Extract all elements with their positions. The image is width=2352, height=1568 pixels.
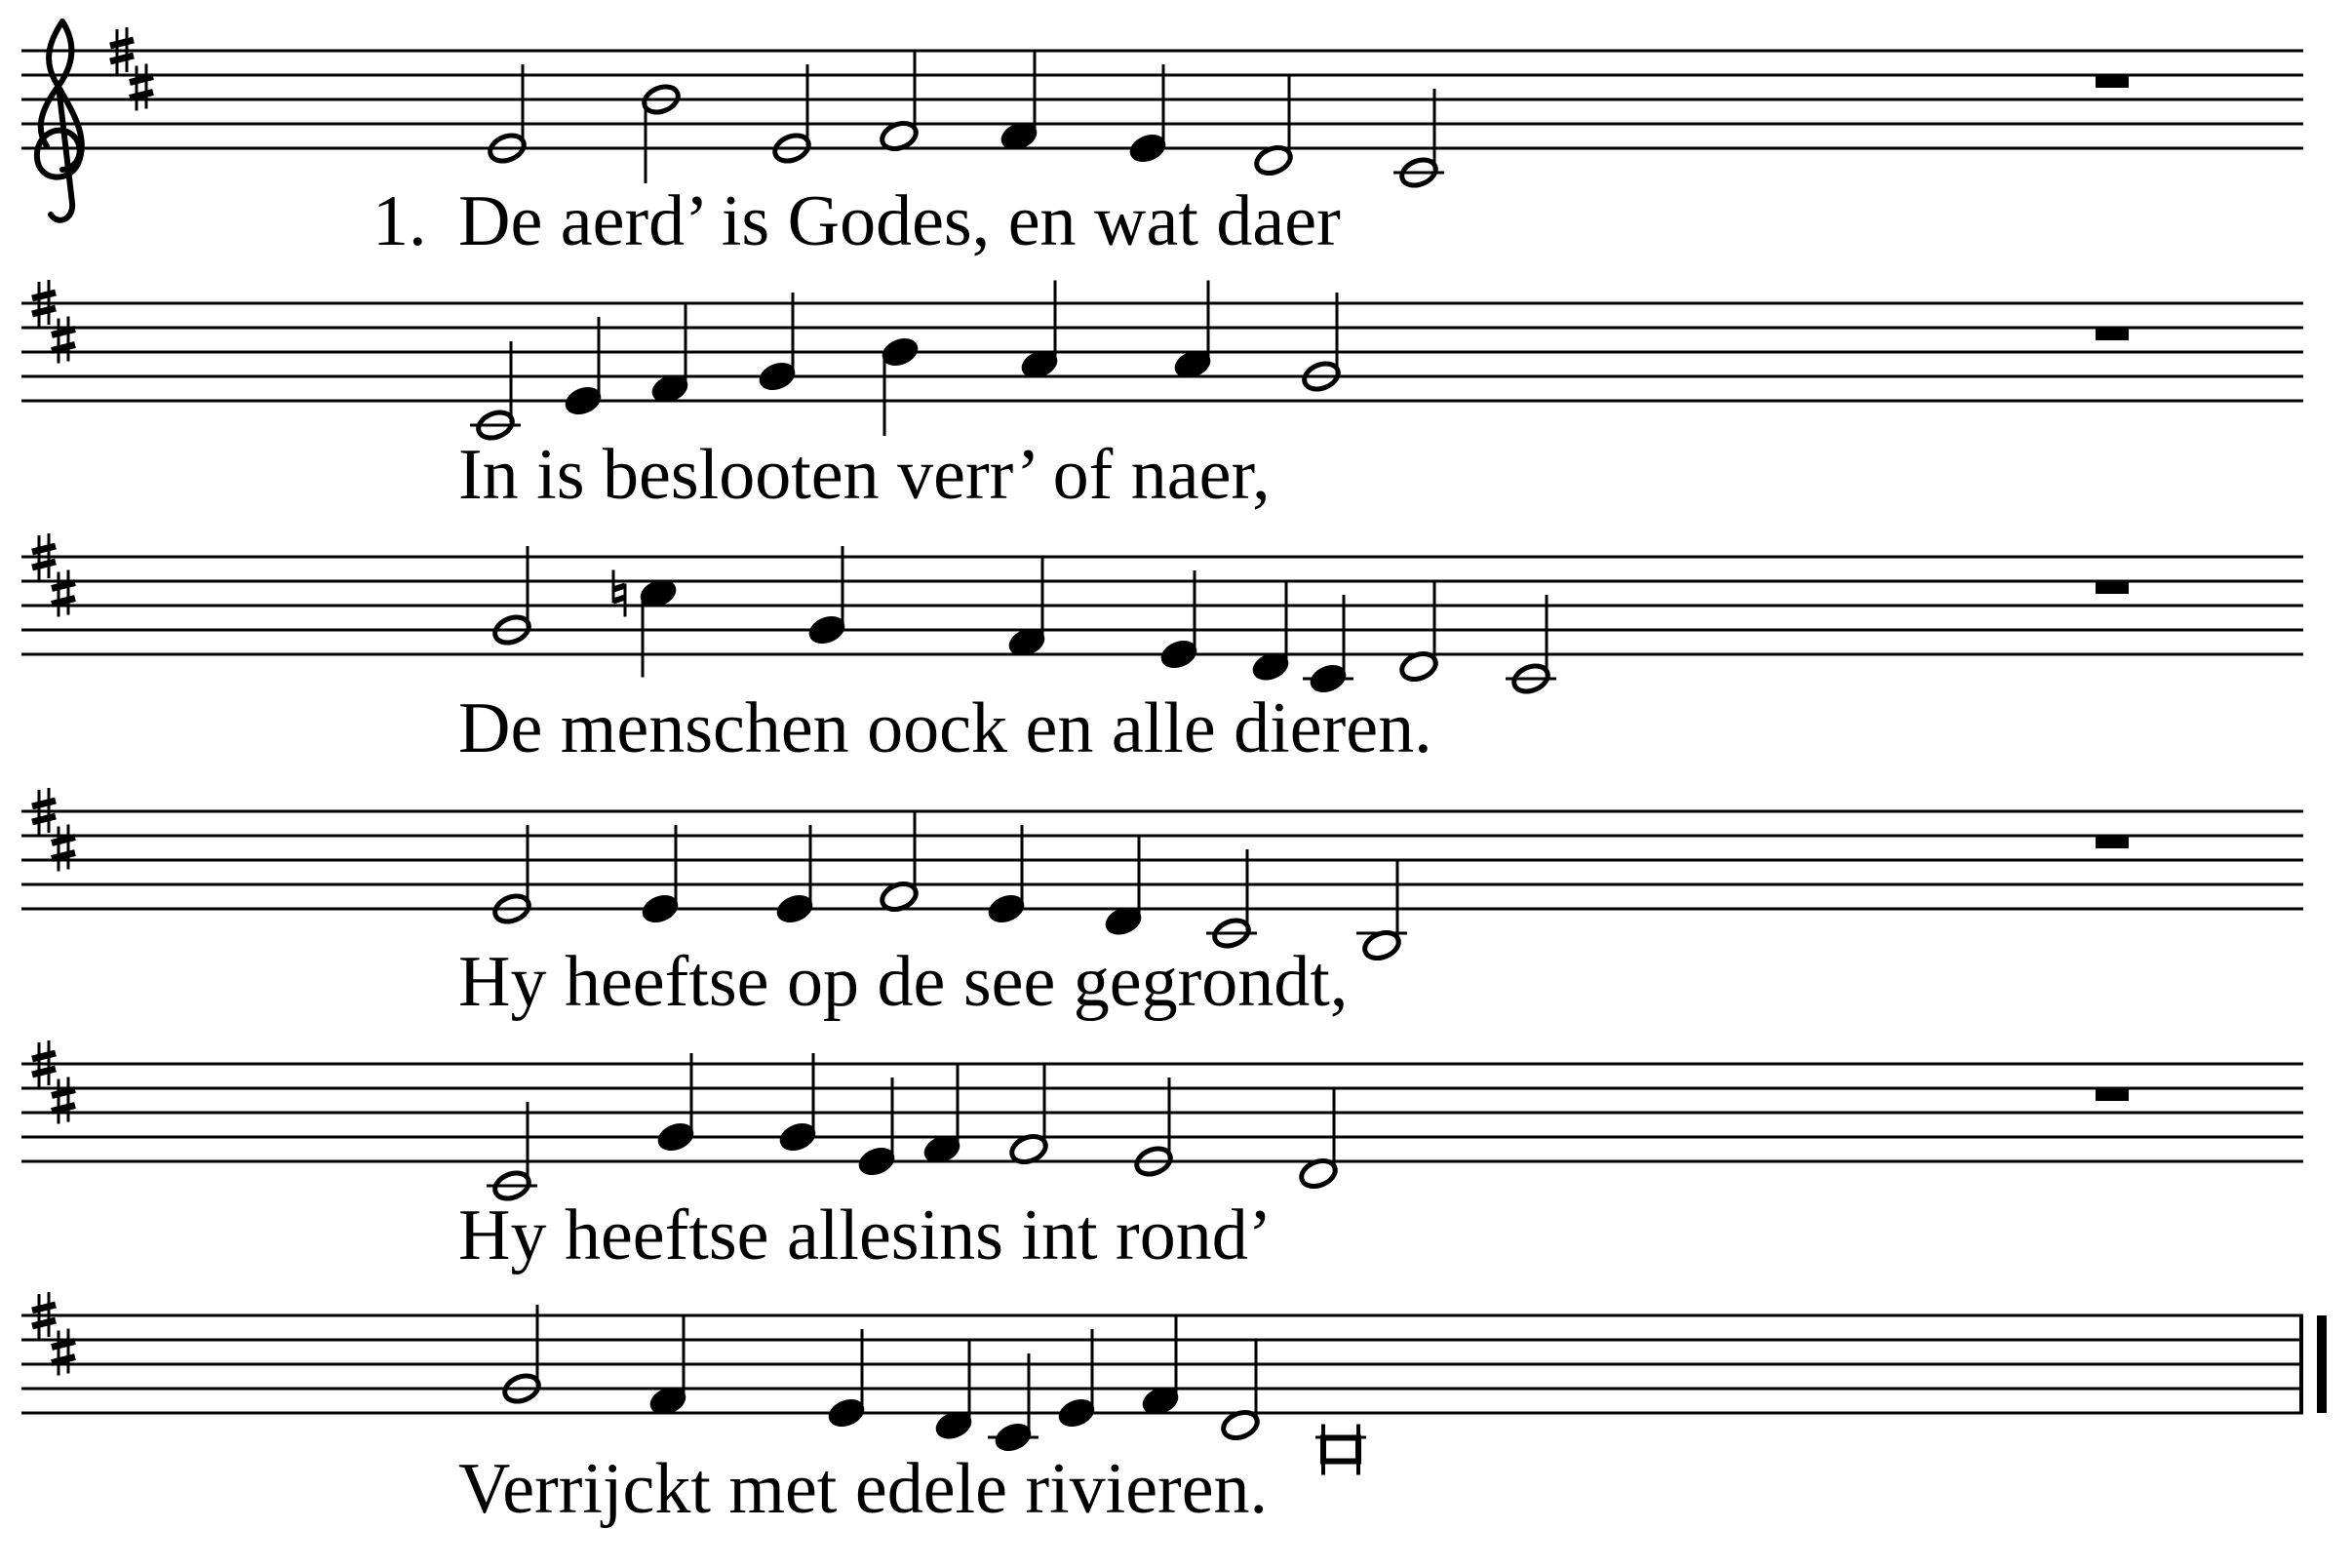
c-sharp-icon: [52, 825, 75, 872]
natural-stroke: [613, 598, 625, 602]
lyric-line-3: De menschen oock en alle dieren.: [458, 688, 1432, 768]
f-sharp-icon-stroke: [32, 562, 56, 568]
c-sharp-icon-stroke: [52, 345, 75, 351]
c-sharp-icon-stroke: [130, 93, 153, 98]
lyric-line-5: Hy heeftse allesins int rond’: [458, 1196, 1273, 1275]
lyric-line-6: Verrijckt met edele rivieren.: [458, 1449, 1269, 1529]
c-sharp-icon-stroke: [52, 838, 75, 843]
rest-icon: [2096, 328, 2129, 340]
c-sharp-icon: [52, 1078, 75, 1124]
rest-icon: [2096, 581, 2129, 594]
natural-sign-icon: [613, 570, 625, 617]
f-sharp-icon-stroke: [32, 816, 56, 822]
c-sharp-icon: [130, 64, 153, 111]
lyric-line-4: Hy heeftse op de see gegrondt,: [458, 942, 1349, 1022]
f-sharp-icon-stroke: [32, 1053, 56, 1059]
c-sharp-icon: [52, 1329, 75, 1376]
rest-icon: [2096, 836, 2129, 848]
c-sharp-icon-stroke: [52, 1342, 75, 1348]
rest-icon: [2096, 1088, 2129, 1101]
c-sharp-icon-stroke: [52, 330, 75, 335]
c-sharp-icon: [52, 570, 75, 617]
verse-number: 1.: [372, 181, 427, 261]
c-sharp-icon-stroke: [52, 583, 75, 589]
c-sharp-icon-stroke: [52, 1357, 75, 1363]
f-sharp-icon-stroke: [32, 1305, 56, 1311]
c-sharp-icon-stroke: [52, 853, 75, 859]
note-s6-9-head: [1323, 1438, 1358, 1462]
f-sharp-icon-stroke: [32, 308, 56, 314]
f-sharp-icon-stroke: [110, 40, 134, 46]
f-sharp-icon-stroke: [110, 56, 134, 61]
c-sharp-icon-stroke: [130, 77, 153, 83]
f-sharp-icon-stroke: [32, 801, 56, 806]
c-sharp-icon-stroke: [52, 1106, 75, 1112]
f-sharp-icon-stroke: [32, 1320, 56, 1326]
f-sharp-icon-stroke: [32, 1069, 56, 1075]
rest-icon: [2096, 75, 2129, 88]
c-sharp-icon-stroke: [52, 1090, 75, 1096]
c-sharp-icon-stroke: [52, 599, 75, 605]
lyric-line-1: De aerd’ is Godes, en wat daer: [458, 181, 1341, 261]
f-sharp-icon-stroke: [32, 546, 56, 552]
lyric-line-2: In is beslooten verr’ of naer,: [458, 435, 1271, 515]
c-sharp-icon: [52, 317, 75, 364]
natural-stroke: [613, 586, 625, 590]
f-sharp-icon-stroke: [32, 293, 56, 298]
